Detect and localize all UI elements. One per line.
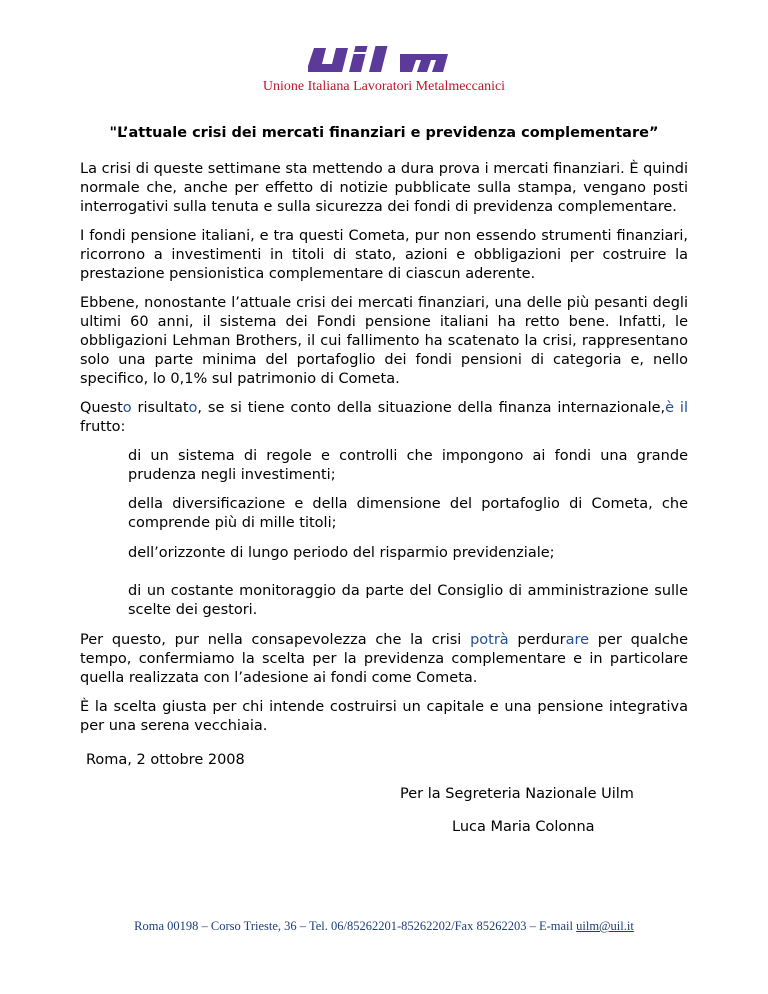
organization-name: Unione Italiana Lavoratori Metalmeccanici — [262, 79, 506, 94]
email-link[interactable]: uilm@uil.it — [576, 919, 634, 933]
footer-contact — [0, 919, 768, 934]
text-span: o — [188, 400, 198, 416]
text-span: , se si tiene conto della situazione della finanza internazionale, — [197, 400, 666, 416]
uilm-logo — [308, 44, 458, 76]
date-line: Roma, 2 ottobre 2008 — [86, 752, 245, 768]
text-span: o — [122, 400, 132, 416]
paragraph-closing: È la scelta giusta per chi intende costruirsi un capitale e una pensione integrativa per una serena vecchiaia. — [80, 699, 688, 734]
paragraph-intro: La crisi di queste settimane sta mettendo a dura prova i mercati finanziari. È quindi normale che, anche per effetto di notizie pubblicate sulla stampa, vengano posti interrogativi sulla tenuta e sulla sicurezza dei fondi di previdenza complementare. — [80, 161, 688, 215]
paragraph-confirm — [80, 631, 688, 688]
list-item: della diversificazione e della dimensione del portafoglio di Cometa, che comprende più di mille titoli; — [128, 496, 688, 531]
list-item: di un costante monitoraggio da parte del Consiglio di amministrazione sulle scelte dei gestori. — [128, 583, 688, 618]
text-span: potrà — [470, 632, 509, 648]
text-span: frutto: — [80, 419, 126, 435]
text-span: è il — [665, 400, 688, 416]
list-item: dell’orizzonte di lungo periodo del risparmio previdenziale; — [128, 545, 555, 561]
document-title: "L’attuale crisi dei mercati finanziari e previdenza complementare” — [109, 125, 659, 141]
list-item: di un sistema di regole e controlli che impongono ai fondi una grande prudenza negli investimenti; — [128, 448, 688, 483]
text-span: are — [565, 632, 590, 648]
signature-role: Per la Segreteria Nazionale Uilm — [400, 786, 634, 802]
paragraph-crisis: Ebbene, nonostante l’attuale crisi dei mercati finanziari, una delle più pesanti degli ultimi 60 anni, il sistema dei Fondi pensione italiani ha retto bene. Infatti, le obbligazioni Lehman Brothers, il cui fallimento ha scatenato la crisi, rappresentano solo una parte minima del portafoglio dei fondi pensioni di categoria e, nello specifico, lo 0,1% sul patrimonio di Cometa. — [80, 295, 688, 387]
text-span: risultat — [131, 400, 189, 416]
text-span: Quest — [80, 400, 123, 416]
paragraph-result — [80, 399, 688, 437]
signature-name: Luca Maria Colonna — [452, 819, 595, 835]
text-span: Per questo, pur nella consapevolezza che la crisi — [80, 632, 471, 648]
footer-address: Roma 00198 – Corso Trieste, 36 – Tel. 06/85262201-85262202/Fax 85262203 – E-mail — [134, 919, 577, 933]
text-span: perdur — [508, 632, 566, 648]
text-span: per qualche tempo, confermiamo la scelta per la previdenza complementare e in particolare quella realizzata con l’adesione ai fondi come Cometa. — [80, 632, 689, 686]
paragraph-funds: I fondi pensione italiani, e tra questi Cometa, pur non essendo strumenti finanziari, ricorrono a investimenti in titoli di stato, azioni e obbligazioni per costruire la prestazione pensionistica complementare di ciascun aderente. — [80, 228, 688, 282]
